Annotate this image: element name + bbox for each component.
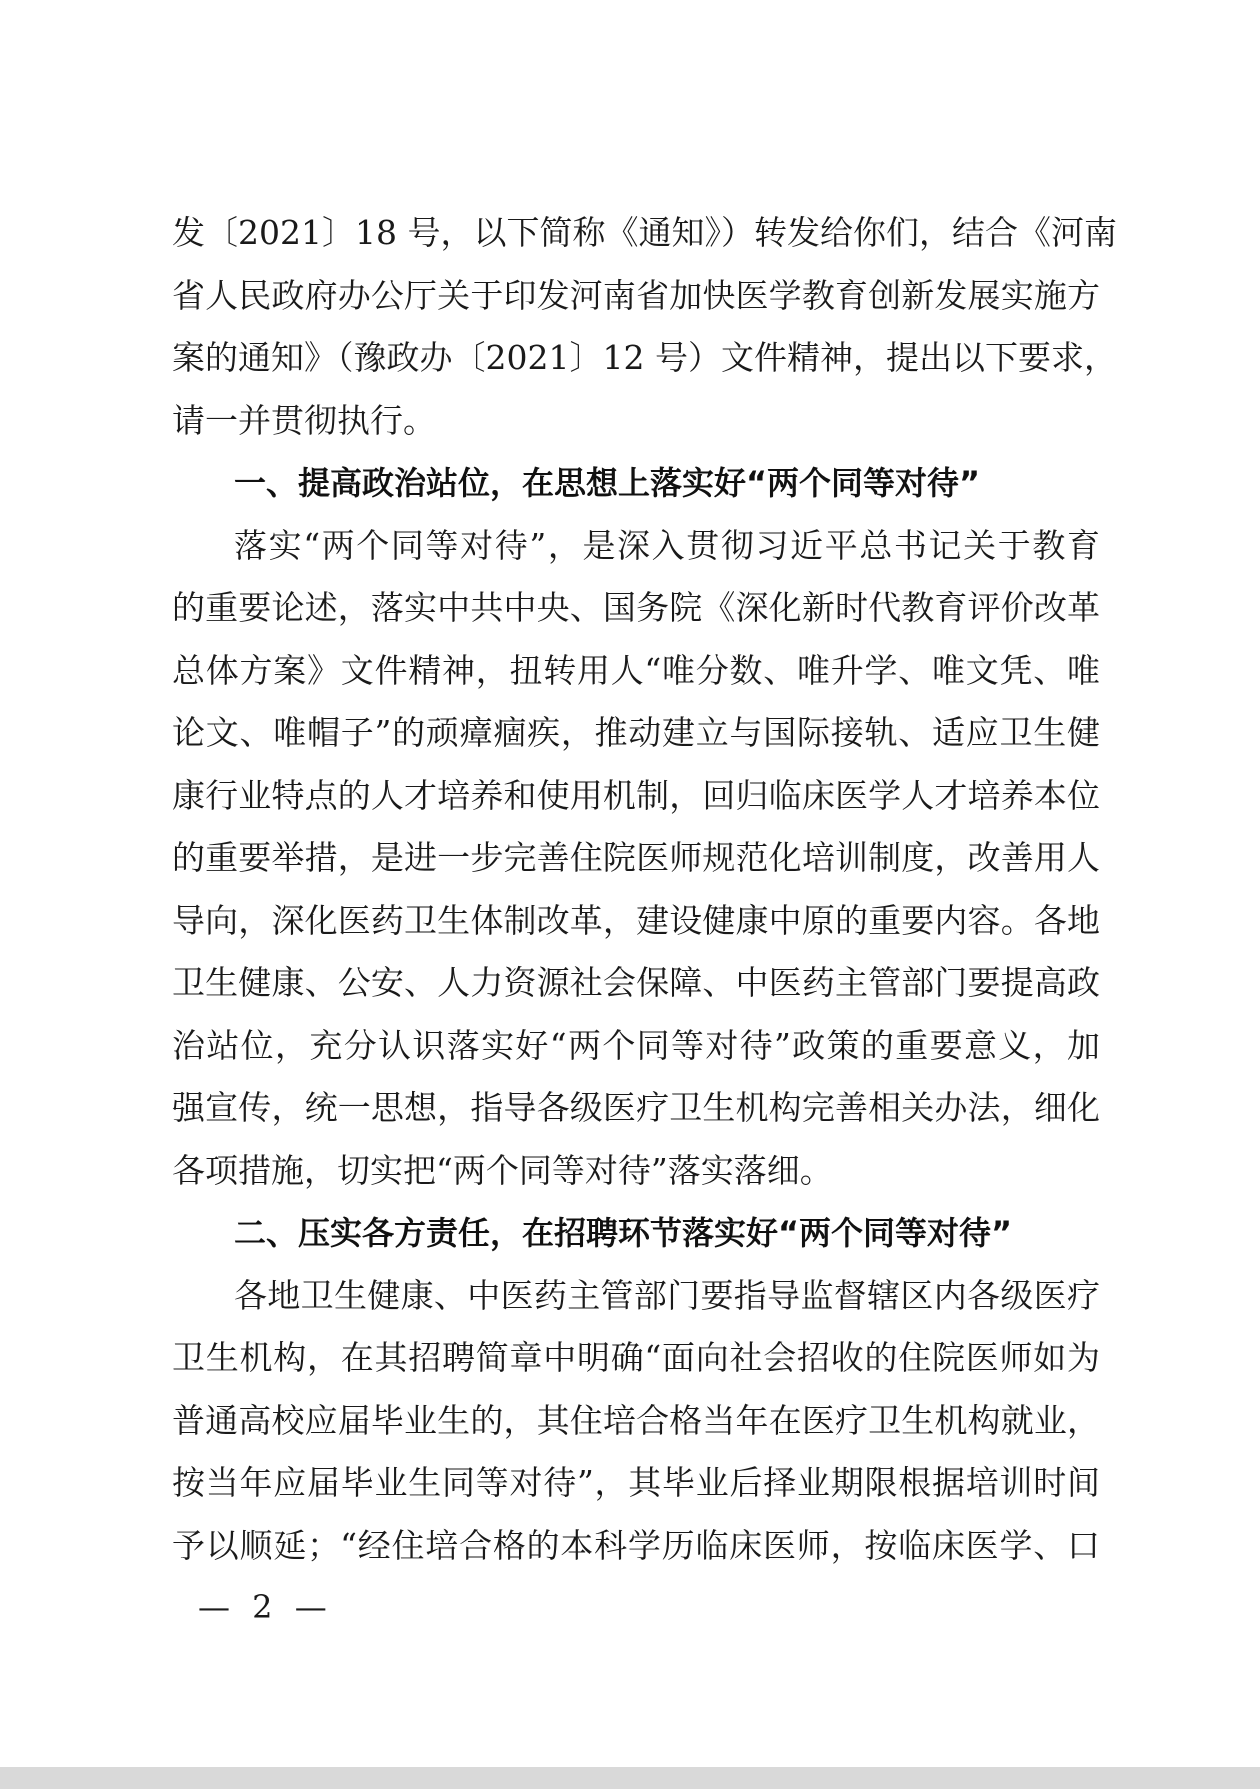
text-line: 各项措施，切实把“两个同等对待”落实落细。: [172, 1150, 833, 1190]
text-line: 按当年应届毕业生同等对待”，其毕业后择业期限根据培训时间: [172, 1463, 1100, 1502]
text-line: 卫生健康、公安、人力资源社会保障、中医药主管部门要提高政: [172, 963, 1100, 1002]
text-line: 各地卫生健康、中医药主管部门要指导监督辖区内各级医疗: [234, 1275, 1100, 1315]
text-line: 发〔2021〕18 号，以下简称《通知》）转发给你们，结合《河南: [172, 213, 1117, 252]
text-line: 卫生机构，在其招聘简章中明确“面向社会招收的住院医师如为: [172, 1338, 1100, 1377]
section-heading-1: 一、提高政治站位，在思想上落实好“两个同等对待”: [234, 464, 981, 502]
text-line: 予以顺延；“经住培合格的本科学历临床医师，按临床医学、口: [172, 1525, 1100, 1565]
text-line: 的重要举措，是进一步完善住院医师规范化培训制度，改善用人: [172, 838, 1100, 877]
text-line: 请一并贯彻执行。: [172, 400, 436, 440]
document-body: [172, 202, 1117, 1577]
text-line: 导向，深化医药卫生体制改革，建设健康中原的重要内容。各地: [172, 900, 1100, 940]
text-line: 省人民政府办公厅关于印发河南省加快医学教育创新发展实施方: [172, 275, 1100, 315]
text-line: 治站位，充分认识落实好“两个同等对待”政策的重要意义，加: [172, 1025, 1100, 1065]
text-line: 总体方案》文件精神，扭转用人“唯分数、唯升学、唯文凭、唯: [172, 650, 1100, 690]
text-line: 康行业特点的人才培养和使用机制，回归临床医学人才培养本位: [172, 775, 1100, 815]
text-line: 论文、唯帽子”的顽瘴痼疾，推动建立与国际接轨、适应卫生健: [172, 713, 1100, 752]
page-number: — 2 —: [198, 1588, 333, 1626]
section-heading-2: 二、压实各方责任，在招聘环节落实好“两个同等对待”: [234, 1214, 1013, 1252]
text-line: 落实“两个同等对待”，是深入贯彻习近平总书记关于教育: [234, 525, 1100, 565]
viewer-bottom-strip: [0, 1767, 1260, 1789]
text-line: 普通高校应届毕业生的，其住培合格当年在医疗卫生机构就业，: [172, 1400, 1100, 1440]
text-line: 强宣传，统一思想，指导各级医疗卫生机构完善相关办法，细化: [172, 1088, 1100, 1127]
text-line: 的重要论述，落实中共中央、国务院《深化新时代教育评价改革: [172, 588, 1100, 627]
text-line: 案的通知》（豫政办〔2021〕12 号）文件精神，提出以下要求，: [172, 338, 1117, 377]
